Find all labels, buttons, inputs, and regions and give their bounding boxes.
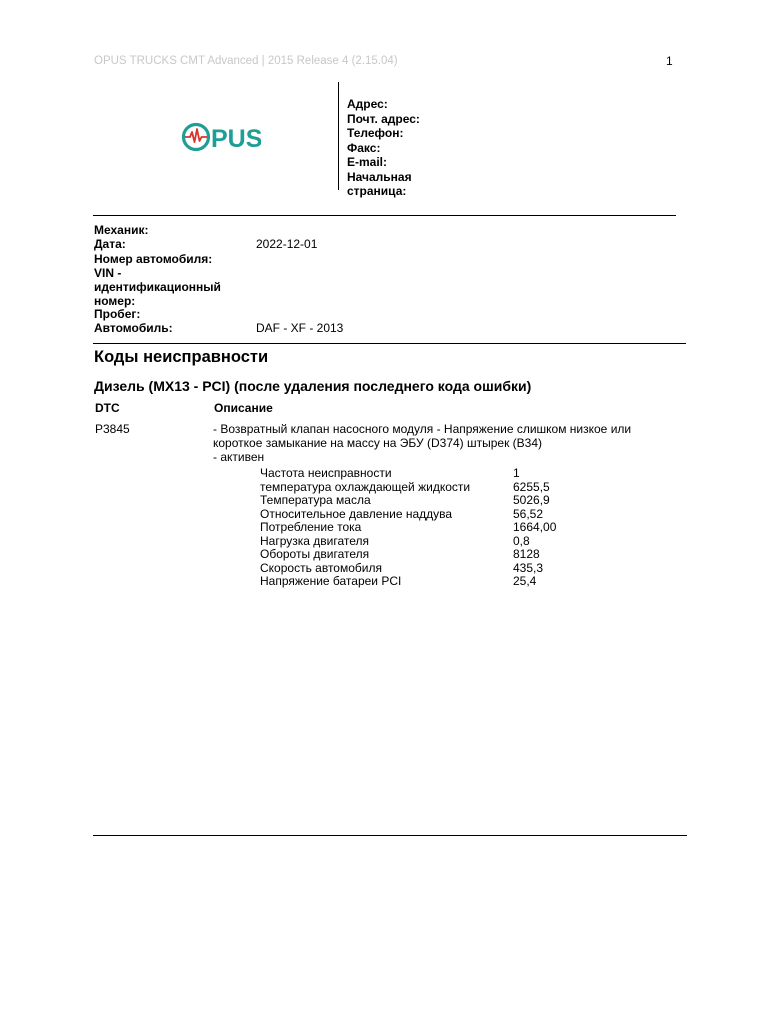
parameter-name: Напряжение батареи PCI [260,574,402,588]
fax-label: Факс: [347,140,381,155]
parameter-row [260,548,556,562]
parameter-row [260,508,556,522]
postal-address-label: Почт. адрес: [347,111,420,126]
vehicle-value: DAF - XF - 2013 [256,321,344,335]
mileage-label: Пробег: [94,307,141,321]
contact-block [347,97,457,199]
parameter-name: Скорость автомобиля [260,560,382,575]
report-header-title: OPUS TRUCKS CMT Advanced | 2015 Release 4 (2.15.04) [94,55,398,67]
parameter-value: 1 [513,466,520,480]
parameter-row [260,467,556,481]
parameter-row [260,494,556,508]
description-column-header: Описание [214,401,273,415]
divider-top [93,215,676,216]
parameter-value: 6255,5 [513,479,550,494]
parameter-name: температура охлаждающей жидкости [260,479,471,494]
opus-logo [181,120,261,154]
parameter-name: Потребление тока [260,520,362,534]
parameter-row [260,575,556,589]
parameter-name: Относительное давление наддува [260,506,453,521]
freeze-frame-parameters [260,467,556,589]
vin-label: VIN - идентификационный номер: [94,266,221,308]
parameter-row [260,535,556,549]
email-label: E-mail: [347,155,388,169]
parameter-value: 0,8 [513,533,530,548]
parameter-value: 1664,00 [513,520,557,534]
plate-label: Номер автомобиля: [94,252,213,266]
parameter-row [260,481,556,495]
dtc-code: P3845 [95,422,130,436]
parameter-value: 435,3 [513,560,544,575]
page-number: 1 [666,54,673,68]
phone-label: Телефон: [347,126,404,140]
date-value: 2022-12-01 [256,237,318,251]
vehicle-label: Автомобиль: [94,321,173,335]
parameter-value: 5026,9 [513,493,550,507]
parameter-value: 25,4 [513,574,537,588]
parameter-value: 56,52 [513,506,544,521]
divider-info [93,343,686,344]
dtc-description: - Возвратный клапан насосного модуля - Напряжение слишком низкое или короткое замыкание на массу на ЭБУ (D374) штырек (B34) [213,422,632,450]
homepage-label: Начальная страница: [347,169,412,198]
parameter-name: Нагрузка двигателя [260,533,370,548]
parameter-row [260,521,556,535]
parameter-row [260,562,556,576]
parameter-value: 8128 [513,547,540,561]
fault-section-title: Дизель (MX13 - PCI) (после удаления последнего кода ошибки) [94,378,532,394]
parameter-name: Температура масла [260,493,371,507]
dtc-column-header: DTC [95,401,120,415]
date-label: Дата: [94,237,126,251]
address-label: Адрес: [347,97,388,111]
svg-text:PUS: PUS [211,125,261,153]
fault-codes-title: Коды неисправности [94,348,269,366]
parameter-name: Обороты двигателя [260,547,370,561]
divider-bottom [93,835,687,836]
header-divider [338,82,339,190]
mechanic-label: Механик: [94,223,149,237]
parameter-name: Частота неисправности [260,466,392,480]
dtc-status: - активен [213,450,265,464]
